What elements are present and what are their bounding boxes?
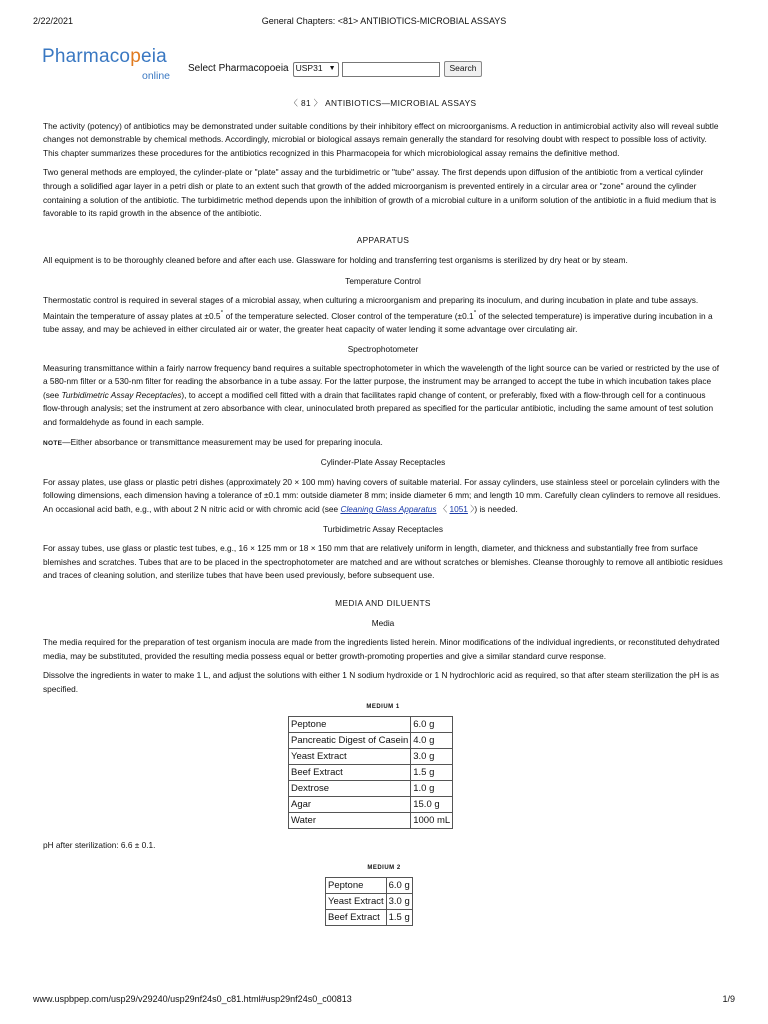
ingredient-amount: 6.0 g (386, 878, 412, 894)
section-heading-apparatus: APPARATUS (356, 234, 410, 245)
table-row (289, 813, 453, 829)
logo-subtext: online (142, 70, 171, 82)
search-input[interactable] (342, 62, 440, 77)
print-date: 2/22/2021 (33, 16, 74, 26)
logo-text-c: eia (140, 46, 167, 67)
chapter-content (43, 97, 723, 926)
table-row (289, 717, 453, 733)
intro-paragraph-1: The activity (potency) of antibiotics may be demonstrated under suitable conditions by their inhibitory effect on microorganisms. A reduction in antimicrobial activity also will reveal subtle changes not demonstrable by chemical methods. Accordingly, microbial or biological assays remain generally the standard for resolving doubt with respect to possible loss of activity. This chapter summarizes these procedures for the antibiotics recognized in this Pharmacopeia for which microbiological assay remains the definitive method. (43, 120, 719, 158)
subheading-spectrophotometer: Spectrophotometer (347, 344, 419, 355)
ingredient-name: Yeast Extract (289, 749, 411, 765)
ingredient-amount: 4.0 g (411, 733, 453, 749)
select-label: Select Pharmacopoeia (188, 63, 289, 75)
apparatus-paragraph: All equipment is to be thoroughly cleaned before and after each use. Glassware for holding and transferring test organisms is sterilized by dry heat or by steam. (43, 255, 628, 266)
chapter-title: 〈 81 〉 ANTIBIOTICS—MICROBIAL ASSAYS (289, 98, 477, 108)
pharmacopoeia-selector (188, 61, 482, 77)
print-url: www.uspbpep.com/usp29/v29240/usp29nf24s0_c81.html#usp29nf24s0_c00813 (33, 994, 352, 1004)
table-row (289, 781, 453, 797)
ingredient-amount: 6.0 g (411, 717, 453, 733)
pharmacopeia-logo[interactable] (42, 46, 182, 86)
pharmacopoeia-dropdown[interactable] (293, 62, 339, 77)
ingredient-name: Water (289, 813, 411, 829)
ingredient-amount: 15.0 g (411, 797, 453, 813)
note-paragraph: NOTE—Either absorbance or transmittance measurement may be used for preparing inocula. (43, 436, 383, 447)
logo-text-a: Pharmaco (42, 46, 131, 67)
print-header (33, 15, 735, 27)
table-row (289, 797, 453, 813)
media-paragraph: The media required for the preparation of test organism inocula are made from the ingredients listed herein. Minor modifications of the individual ingredients, or reconstituted dehydrated media, may be substituted, provided the resulting media possess equal or better growth-promoting properties and give a similar standard curve response. (43, 637, 720, 661)
temperature-paragraph: Thermostatic control is required in several stages of a microbial assay, when culturing a microorganism and preparing its inoculum, and during incubation in plate and tube assays. Maintain the temperature of assay plates at ±0.5° of the temperature selected. Closer control of the temperature (±0.1° of the selected temperature) is imperative during incubation in a tube assay, and may be achieved in either circulated air or water, the greater heat capacity of water lending it some advantage over circulating air. (43, 294, 713, 335)
table-row (289, 749, 453, 765)
link-chapter-1051[interactable]: 1051 (449, 504, 468, 515)
ingredient-name: Yeast Extract (326, 894, 387, 910)
turbidimetric-paragraph: For assay tubes, use glass or plastic test tubes, e.g., 16 × 125 mm or 18 × 150 mm that are relatively uniform in length, diameter, and thickness and substantially free from surface blemishes and scratches. Tubes that are to be placed in the spectrophotometer are matched and are without scratches or blemishes. Cleanse thoroughly to remove all antibiotic residues and traces of cleaning solution, and sterilize tubes that have been used previously, before subsequent use. (43, 543, 723, 581)
ingredient-amount: 3.0 g (411, 749, 453, 765)
table-row (289, 765, 453, 781)
intro-paragraph-2: Two general methods are employed, the cylinder-plate or "plate" assay and the turbidimetric or "tube" assay. The first depends upon diffusion of the antibiotic from a vertical cylinder through a solidified agar layer in a petri dish or plate to an extent such that growth of the added microorganism is prevented entirely in a circular area or "zone" around the cylinder containing a solution of the antibiotic. The turbidimetric method depends upon the inhibition of growth of a microbial culture in a uniform solution of the antibiotic in a fluid medium that is favorable to its rapid growth in the absence of the antibiotic. (43, 167, 717, 219)
ingredient-name: Peptone (289, 717, 411, 733)
subheading-temperature-control: Temperature Control (345, 275, 421, 286)
cylinder-plate-paragraph: For assay plates, use glass or plastic petri dishes (approximately 20 × 100 mm) having covers of suitable material. For assay cylinders, use stainless steel or porcelain cylinders with the following dimensions, each dimension having a tolerance of ±0.1 mm: outside diameter 8 mm; inside diameter 6 mm; and length 10 mm. Carefully clean cylinders to remove all residues. An occasional acid bath, e.g., with about 2 N nitric acid or with chromic acid (see Cleaning Glass Apparatus 〈 1051 〉) is needed. (43, 476, 721, 515)
table-row (289, 733, 453, 749)
dissolve-paragraph: Dissolve the ingredients in water to make 1 L, and adjust the solutions with either 1 N sodium hydroxide or 1 N hydrochloric acid as required, so that after steam sterilization the pH is as specified. (43, 670, 720, 694)
ingredient-amount: 3.0 g (386, 894, 412, 910)
medium1-title: MEDIUM 1 (366, 703, 400, 710)
ph-after-sterilization: pH after sterilization: 6.6 ± 0.1. (43, 840, 156, 851)
table-row (326, 910, 413, 926)
subheading-media: Media (371, 617, 395, 628)
ingredient-name: Peptone (326, 878, 387, 894)
table-row (326, 878, 413, 894)
ingredient-amount: 1.5 g (411, 765, 453, 781)
subheading-cylinder-plate: Cylinder-Plate Assay Receptacles (320, 457, 446, 468)
print-title: General Chapters: <81> ANTIBIOTICS-MICROBIAL ASSAYS (261, 16, 507, 26)
ingredient-name: Pancreatic Digest of Casein (289, 733, 411, 749)
logo-text-b: p (130, 46, 141, 67)
ingredient-amount: 1.5 g (386, 910, 412, 926)
medium2-table (325, 877, 413, 926)
print-footer (33, 993, 735, 1005)
ingredient-name: Agar (289, 797, 411, 813)
medium1-table (288, 716, 453, 829)
ingredient-amount: 1.0 g (411, 781, 453, 797)
subheading-turbidimetric: Turbidimetric Assay Receptacles (322, 523, 444, 534)
chevron-down-icon: ▼ (328, 65, 336, 73)
ingredient-name: Beef Extract (326, 910, 387, 926)
ingredient-name: Beef Extract (289, 765, 411, 781)
table-row (326, 894, 413, 910)
ingredient-name: Dextrose (289, 781, 411, 797)
medium2-title: MEDIUM 2 (367, 864, 401, 871)
ingredient-amount: 1000 mL (411, 813, 453, 829)
print-page-number: 1/9 (722, 994, 735, 1004)
link-cleaning-glass-apparatus[interactable]: Cleaning Glass Apparatus (340, 504, 437, 515)
search-button[interactable]: Search (444, 61, 483, 77)
section-heading-media: MEDIA AND DILUENTS (335, 597, 431, 608)
spectrophotometer-paragraph: Measuring transmittance within a fairly narrow frequency band requires a suitable spectrophotometer in which the wavelength of the light source can be varied or restricted by the use of a 580-nm filter or a 530-nm filter for reading the absorbance in a tube assay. For the latter purpose, the instrument may be arranged to accept the tube in which incubation takes place (see Turbidimetric Assay Receptacles), to accept a modified cell fitted with a drain that facilitates rapid change of content, or preferably, fixed with a flow-through cell for a continuous flow-through analysis; set the instrument at zero absorbance with clear, uninoculated broth prepared as specified for the particular antibiotic, including the same amount of test solution and formaldehyde as found in each sample. (43, 362, 720, 428)
dropdown-value: USP31 (295, 63, 323, 74)
